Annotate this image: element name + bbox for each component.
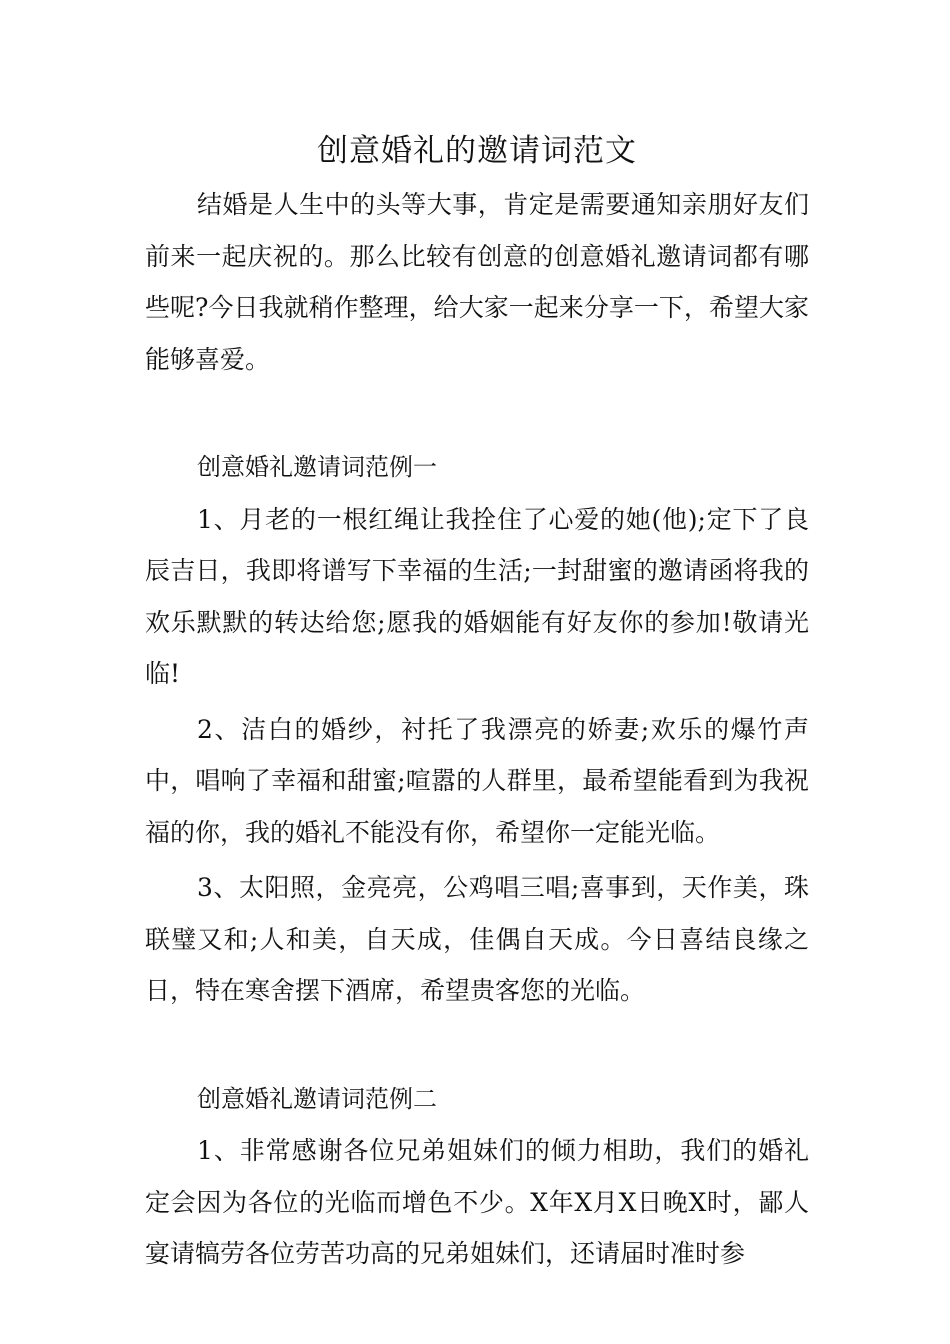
section-heading-2: 创意婚礼邀请词范例二 <box>197 1084 437 1113</box>
section-1-item-2: 2、洁白的婚纱，衬托了我漂亮的娇妻;欢乐的爆竹声中，唱响了幸福和甜蜜;喧嚣的人群里，最希望能看到为我祝福的你，我的婚礼不能没有你，希望你一定能光临。 <box>145 714 809 847</box>
document-page <box>145 128 809 1280</box>
section-2-item-1: 1、非常感谢各位兄弟姐妹们的倾力相助，我们的婚礼定会因为各位的光临而增色不少。X年X月X日晚X时，鄙人宴请犒劳各位劳苦功高的兄弟姐妹们，还请届时准时参 <box>145 1136 809 1268</box>
section-1-item-3: 3、太阳照，金亮亮，公鸡唱三唱;喜事到，天作美，珠联璧又和;人和美，自天成，佳偶自天成。今日喜结良缘之日，特在寒舍摆下酒席，希望贵客您的光临。 <box>145 873 809 1005</box>
section-heading-1: 创意婚礼邀请词范例一 <box>197 453 437 481</box>
document-title: 创意婚礼的邀请词范文 <box>317 133 637 169</box>
intro-paragraph: 结婚是人生中的头等大事，肯定是需要通知亲朋好友们前来一起庆祝的。那么比较有创意的创意婚礼邀请词都有哪些呢?今日我就稍作整理，给大家一起来分享一下，希望大家能够喜爱。 <box>145 190 809 374</box>
section-1-item-1: 1、月老的一根红绳让我拴住了心爱的她(他);定下了良辰吉日，我即将谱写下幸福的生活;一封甜蜜的邀请函将我的欢乐默默的转达给您;愿我的婚姻能有好友你的参加!敬请光临! <box>145 504 809 688</box>
